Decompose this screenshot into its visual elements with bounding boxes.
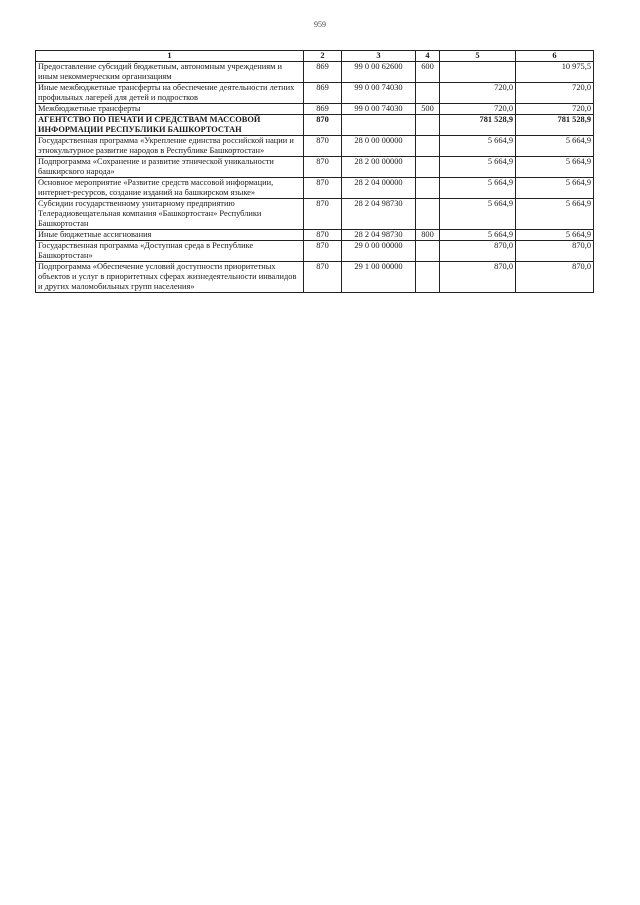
row-amount-1-cell: 870,0 (440, 262, 516, 293)
row-ved-cell: 870 (304, 241, 342, 262)
column-header: 3 (342, 51, 416, 62)
row-ved-cell: 870 (304, 178, 342, 199)
row-ved-cell: 870 (304, 115, 342, 136)
table-row (36, 104, 594, 115)
row-amount-1-cell: 870,0 (440, 241, 516, 262)
column-header: 4 (416, 51, 440, 62)
row-name-cell: Иные межбюджетные трансферты на обеспечение деятельности летних профильных лагерей для детей и подростков (36, 83, 304, 104)
row-csr-cell: 28 2 04 00000 (342, 178, 416, 199)
row-vr-cell (416, 199, 440, 230)
row-name-cell: АГЕНТСТВО ПО ПЕЧАТИ И СРЕДСТВАМ МАССОВОЙ ИНФОРМАЦИИ РЕСПУБЛИКИ БАШКОРТОСТАН (36, 115, 304, 136)
row-vr-cell: 600 (416, 62, 440, 83)
row-amount-2-cell: 720,0 (516, 83, 594, 104)
table-header-row (36, 51, 594, 62)
table-row (36, 262, 594, 293)
column-header: 2 (304, 51, 342, 62)
row-amount-2-cell: 10 975,5 (516, 62, 594, 83)
row-csr-cell: 28 2 04 98730 (342, 230, 416, 241)
row-amount-1-cell (440, 62, 516, 83)
table-row (36, 83, 594, 104)
row-csr-cell: 99 0 00 74030 (342, 83, 416, 104)
row-amount-1-cell: 5 664,9 (440, 178, 516, 199)
column-header: 1 (36, 51, 304, 62)
row-amount-2-cell: 870,0 (516, 241, 594, 262)
row-csr-cell: 28 0 00 00000 (342, 136, 416, 157)
table-row (36, 230, 594, 241)
row-csr-cell: 28 2 00 00000 (342, 157, 416, 178)
row-vr-cell: 500 (416, 104, 440, 115)
table-row (36, 199, 594, 230)
row-ved-cell: 869 (304, 104, 342, 115)
row-ved-cell: 870 (304, 230, 342, 241)
row-amount-2-cell: 5 664,9 (516, 178, 594, 199)
row-name-cell: Государственная программа «Доступная среда в Республике Башкортостан» (36, 241, 304, 262)
row-name-cell: Иные бюджетные ассигнования (36, 230, 304, 241)
row-vr-cell (416, 241, 440, 262)
row-amount-2-cell: 5 664,9 (516, 136, 594, 157)
row-amount-2-cell: 5 664,9 (516, 157, 594, 178)
row-name-cell: Подпрограмма «Сохранение и развитие этнической уникальности башкирского народа» (36, 157, 304, 178)
row-csr-cell: 99 0 00 74030 (342, 104, 416, 115)
table-row (36, 136, 594, 157)
row-amount-1-cell: 5 664,9 (440, 157, 516, 178)
row-name-cell: Предоставление субсидий бюджетным, автономным учреждениям и иным некоммерческим организациям (36, 62, 304, 83)
table-row (36, 157, 594, 178)
row-amount-1-cell: 781 528,9 (440, 115, 516, 136)
row-amount-1-cell: 720,0 (440, 104, 516, 115)
row-vr-cell (416, 115, 440, 136)
row-ved-cell: 870 (304, 157, 342, 178)
budget-table (35, 50, 594, 293)
row-csr-cell: 99 0 00 62600 (342, 62, 416, 83)
row-vr-cell: 800 (416, 230, 440, 241)
row-amount-2-cell: 781 528,9 (516, 115, 594, 136)
row-vr-cell (416, 157, 440, 178)
row-ved-cell: 870 (304, 199, 342, 230)
row-ved-cell: 869 (304, 83, 342, 104)
row-name-cell: Государственная программа «Укрепление единства российской нации и этнокультурное развитие народов в Республике Башкортостан» (36, 136, 304, 157)
row-amount-2-cell: 5 664,9 (516, 230, 594, 241)
row-amount-1-cell: 5 664,9 (440, 230, 516, 241)
page-number: 959 (314, 20, 326, 29)
row-csr-cell: 28 2 04 98730 (342, 199, 416, 230)
row-amount-1-cell: 5 664,9 (440, 136, 516, 157)
column-header: 6 (516, 51, 594, 62)
row-amount-2-cell: 5 664,9 (516, 199, 594, 230)
row-amount-2-cell: 870,0 (516, 262, 594, 293)
row-vr-cell (416, 262, 440, 293)
table-row (36, 241, 594, 262)
column-header: 5 (440, 51, 516, 62)
row-csr-cell: 29 1 00 00000 (342, 262, 416, 293)
row-vr-cell (416, 178, 440, 199)
row-csr-cell: 29 0 00 00000 (342, 241, 416, 262)
row-ved-cell: 870 (304, 262, 342, 293)
row-name-cell: Основное мероприятие «Развитие средств массовой информации, интернет-ресурсов, создание изданий на башкирском языке» (36, 178, 304, 199)
row-name-cell: Субсидии государственному унитарному предприятию Телерадиовещательная компания «Башкортостан» Республики Башкортостан (36, 199, 304, 230)
table-row (36, 178, 594, 199)
row-csr-cell (342, 115, 416, 136)
row-name-cell: Подпрограмма «Обеспечение условий доступности приоритетных объектов и услуг в приоритетных сферах жизнедеятельности инвалидов и других маломобильных групп населения» (36, 262, 304, 293)
row-name-cell: Межбюджетные трансферты (36, 104, 304, 115)
row-amount-1-cell: 5 664,9 (440, 199, 516, 230)
row-amount-1-cell: 720,0 (440, 83, 516, 104)
row-ved-cell: 869 (304, 62, 342, 83)
table-row (36, 62, 594, 83)
row-vr-cell (416, 136, 440, 157)
row-amount-2-cell: 720,0 (516, 104, 594, 115)
table-row (36, 115, 594, 136)
table-body (36, 62, 594, 293)
row-ved-cell: 870 (304, 136, 342, 157)
row-vr-cell (416, 83, 440, 104)
